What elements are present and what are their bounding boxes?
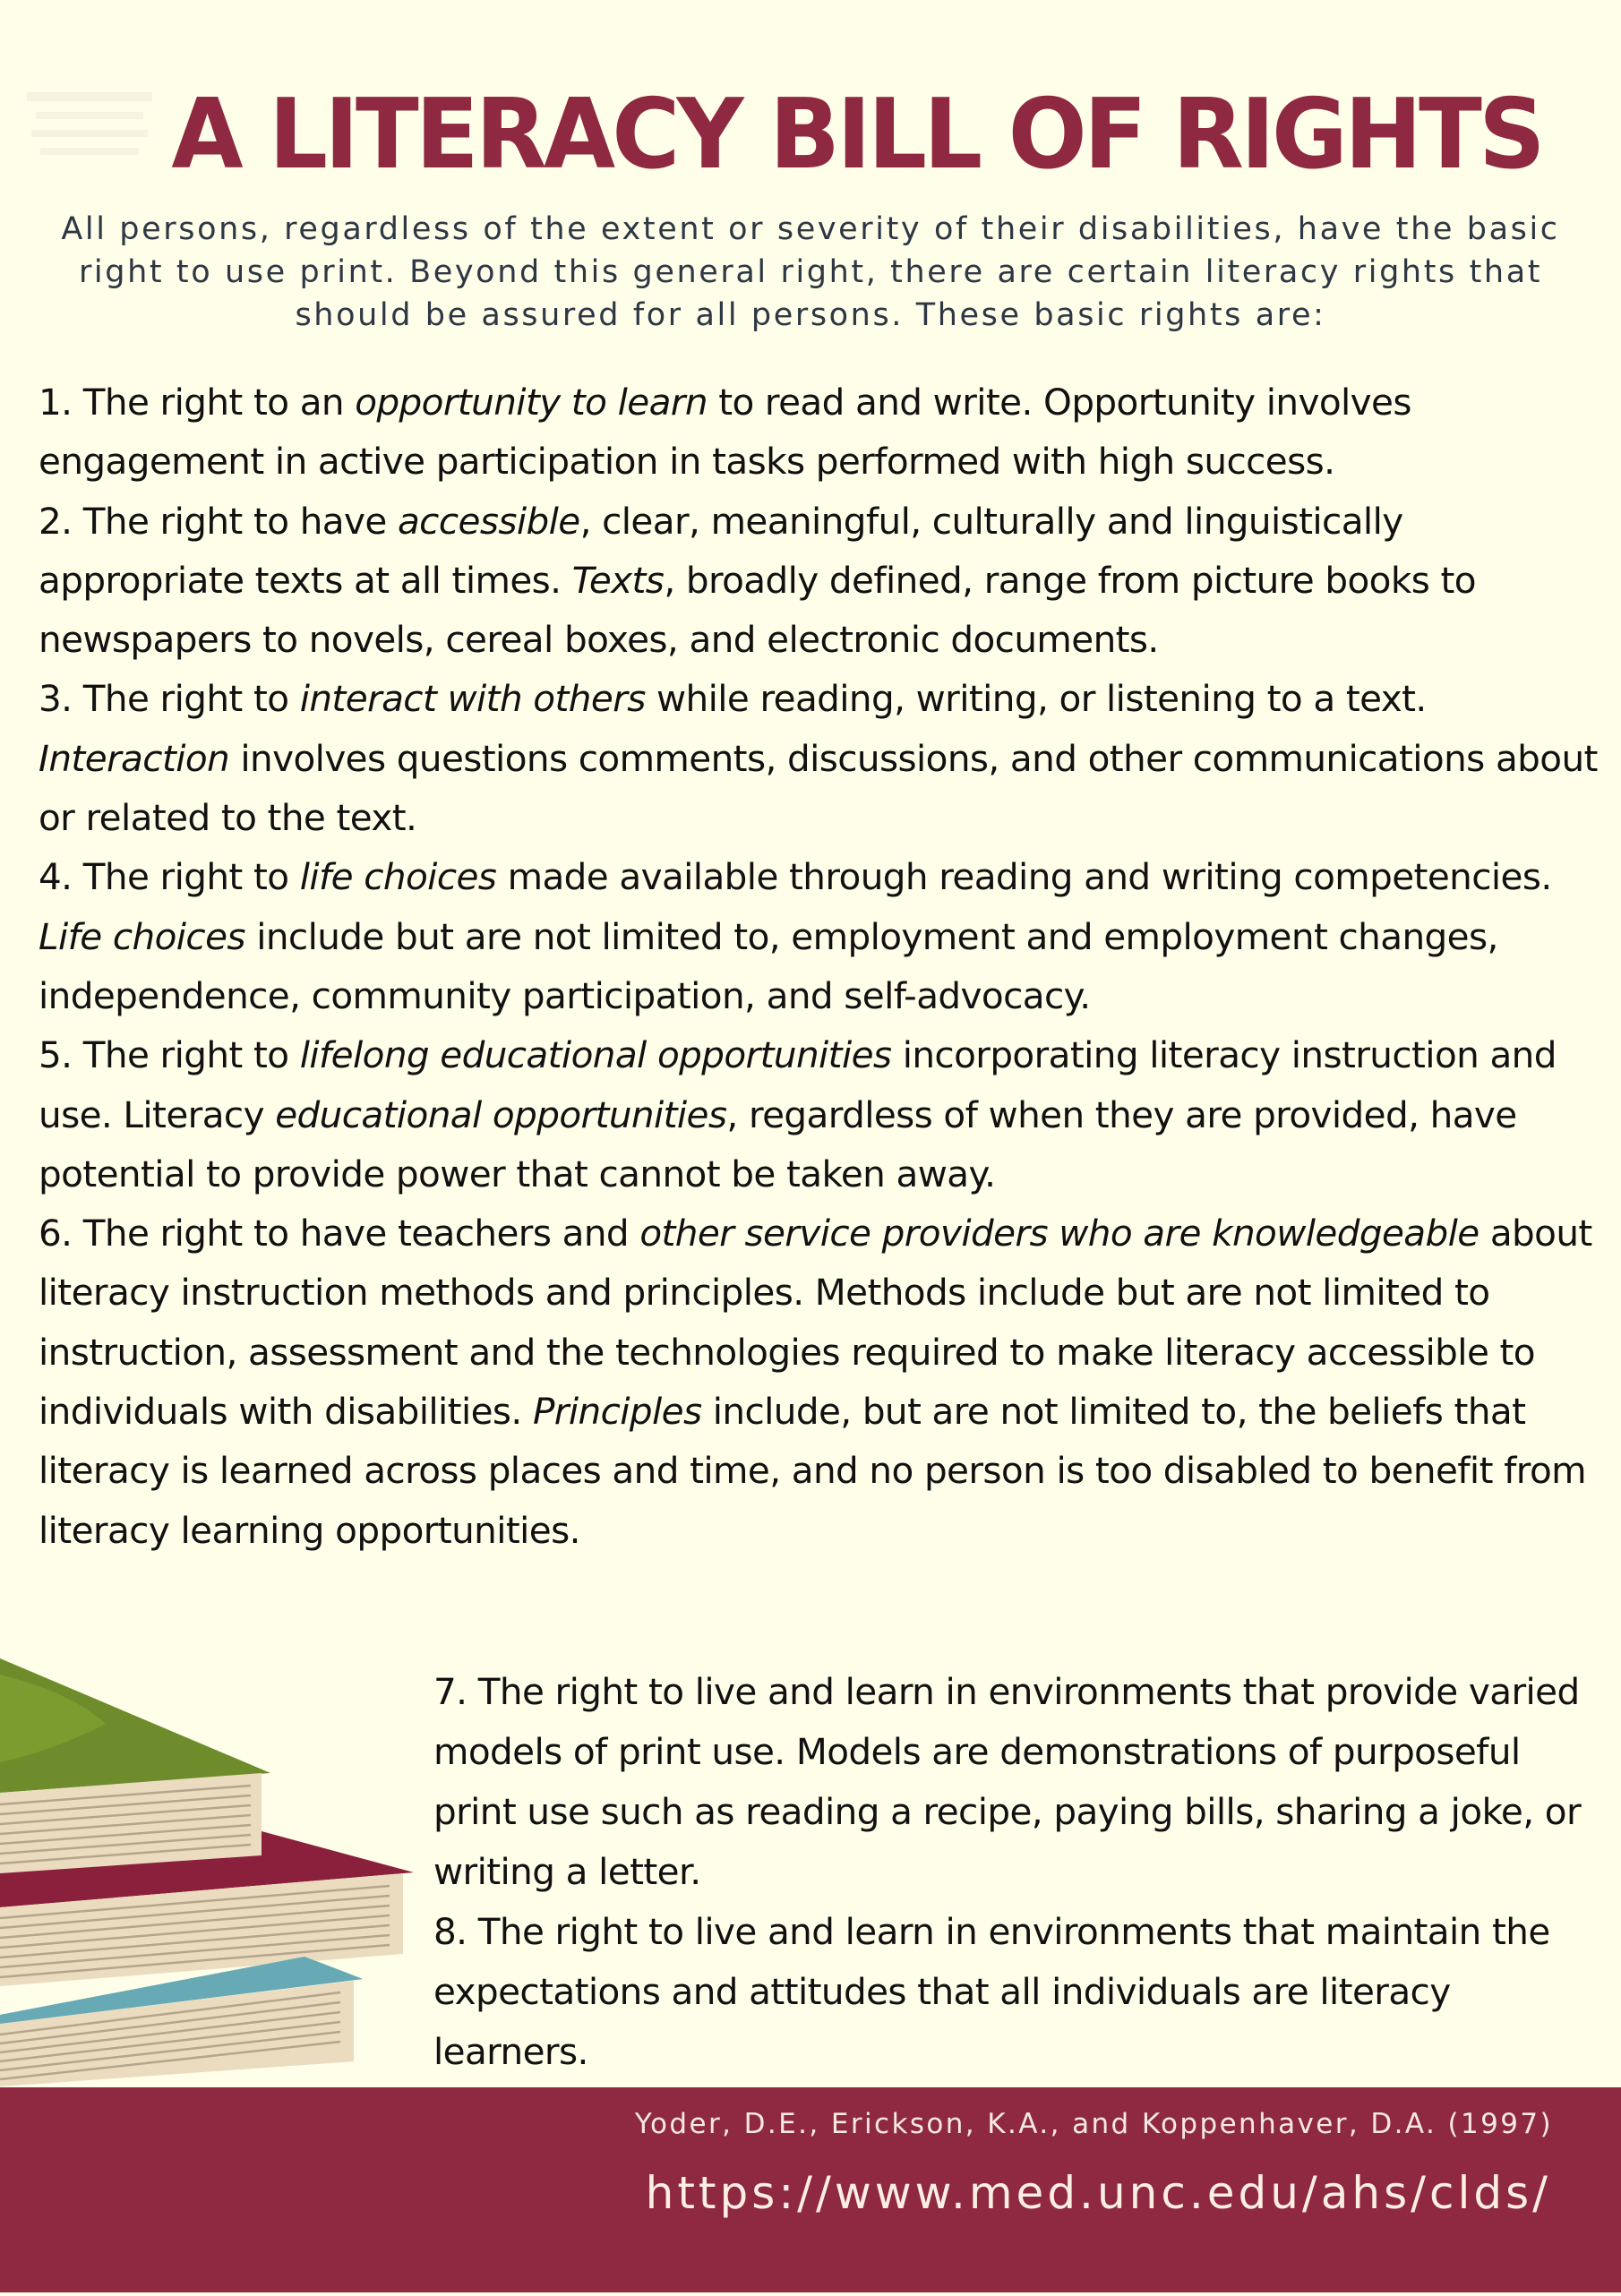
right-item-4 xyxy=(39,847,1601,1025)
right-text: include, but are not limited to, the beliefs that literacy is learned across places and time, and no person is too disabled to benefit from literacy learning opportunities. xyxy=(39,1390,1586,1552)
right-text: , clear, meaningful, culturally and linguistically appropriate texts at all times. xyxy=(39,499,1403,602)
right-emphasis: life choices xyxy=(299,855,497,899)
right-emphasis: Life choices xyxy=(39,914,245,958)
right-text: The right to live and learn in environments that maintain the expectations and attitudes that all individuals are literacy learners. xyxy=(433,1910,1550,2073)
right-emphasis: lifelong educational opportunities xyxy=(299,1033,892,1077)
right-text: involves questions comments, discussions, and other communications about or related to the text. xyxy=(39,736,1598,840)
right-item-3 xyxy=(39,669,1601,847)
rights-list-top xyxy=(39,373,1601,1560)
right-text: The right to live and learn in environments that provide varied models of print use. Models are demonstrations of purposeful print use such as reading a recipe, paying bills, sharing a joke, or writing a letter. xyxy=(433,1670,1582,1893)
right-item-1 xyxy=(39,373,1601,492)
right-number: 8. xyxy=(433,1910,467,1953)
right-emphasis: Interaction xyxy=(39,736,230,780)
website-link[interactable]: https://www.med.unc.edu/ahs/clds/ xyxy=(645,2167,1551,2219)
right-item-5 xyxy=(39,1025,1601,1204)
right-emphasis: other service providers who are knowledgeable xyxy=(639,1212,1479,1255)
right-emphasis: Texts xyxy=(571,558,665,602)
right-item-8 xyxy=(433,1902,1598,2082)
right-item-6 xyxy=(39,1204,1601,1560)
right-emphasis: educational opportunities xyxy=(275,1092,727,1136)
right-number: 3. xyxy=(39,677,73,721)
right-emphasis: Principles xyxy=(532,1390,702,1434)
right-number: 6. xyxy=(39,1212,73,1255)
right-text: about literacy instruction methods and principles. Methods include but are not limited to instruction, assessment and the technologies required to make literacy accessible to individuals with disabilities. xyxy=(39,1212,1592,1434)
green-book xyxy=(0,1658,270,1873)
right-number: 2. xyxy=(39,499,73,543)
rights-list-bottom xyxy=(433,1662,1598,2082)
page-title: A LITERACY BILL OF RIGHTS xyxy=(171,79,1542,191)
right-text: The right to an xyxy=(82,381,356,424)
right-text: while reading, writing, or listening to a text. xyxy=(645,677,1427,721)
right-text: The right to have teachers and xyxy=(82,1212,640,1255)
right-number: 5. xyxy=(39,1033,73,1077)
right-text: incorporating literacy instruction and use. Literacy xyxy=(39,1033,1557,1136)
right-item-7 xyxy=(433,1662,1598,1902)
right-text: The right to have xyxy=(82,499,398,543)
right-text: The right to xyxy=(82,1033,300,1077)
intro-paragraph: All persons, regardless of the extent or severity of their disabilities, have the basic right to use print. Beyond this general right, there are certain literacy rights that should be assured for all persons. These basic rights are: xyxy=(61,211,1560,333)
right-text: made available through reading and writing competencies. xyxy=(496,855,1552,899)
right-number: 4. xyxy=(39,855,73,899)
right-emphasis: accessible xyxy=(397,499,580,543)
right-number: 1. xyxy=(39,381,73,424)
right-item-2 xyxy=(39,492,1601,670)
right-emphasis: interact with others xyxy=(299,677,646,721)
right-text: to read and write. Opportunity involves engagement in active participation in tasks performed with high success. xyxy=(39,381,1411,484)
right-number: 7. xyxy=(433,1670,467,1713)
right-text: The right to xyxy=(82,677,300,721)
right-emphasis: opportunity to learn xyxy=(355,381,708,424)
right-text: include but are not limited to, employment and employment changes, independence, community participation, and self-advocacy. xyxy=(39,914,1498,1017)
right-text: , broadly defined, range from picture books to newspapers to novels, cereal boxes, and electronic documents. xyxy=(39,558,1476,662)
citation-text: Yoder, D.E., Erickson, K.A., and Koppenhaver, D.A. (1997) xyxy=(634,2108,1553,2140)
right-text: , regardless of when they are provided, have potential to provide power that cannot be taken away. xyxy=(39,1092,1517,1195)
right-text: The right to xyxy=(82,855,300,899)
